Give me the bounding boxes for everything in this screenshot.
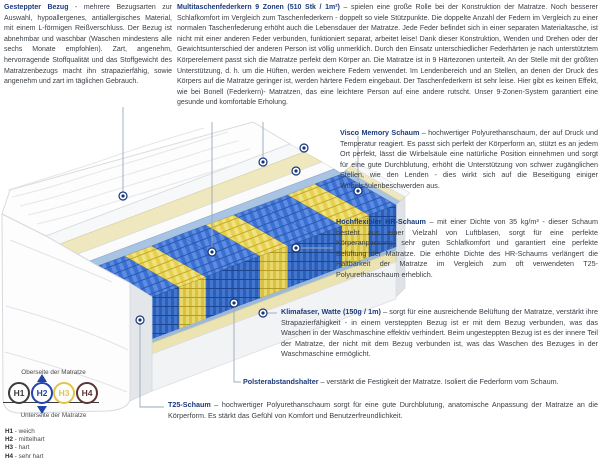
firmness-h2-label: H2 <box>36 388 48 398</box>
section-heading: Klimafaser, Watte (150g / 1m) <box>281 307 381 316</box>
section-heading: Polsterabstandshalter <box>243 377 319 386</box>
section-t25-schaum <box>168 400 598 421</box>
heading-separator: – <box>419 128 429 137</box>
mattress-bottom-side-label: Unterseite der Matratze <box>20 412 87 419</box>
heading-separator: – <box>210 400 222 409</box>
section-body: hochwertiger Polyurethanschaum, der auf Druck und Temperatur reagiert. Es passt sich perfekt der Körperform an, stützt es an jedem Ort perfekt, lässt die Wirbelsäule eine natürliche Position einnehmen und sorgt für eine gute Durchblutung, erhöht die Unterstützung von schwer zugänglichen Stellen, wie den Lenden - dies wirkt sich auf die Beseitigung einiger Wirbelsäulenbeschwerden aus. <box>340 128 598 190</box>
firmness-h3-badge <box>53 382 75 404</box>
firmness-h4-badge <box>76 382 98 404</box>
legend-item-h2: H2 - mittelhart <box>5 436 45 444</box>
heading-separator: - <box>68 4 84 11</box>
section-heading: Multitaschenfederkern 9 Zonen (510 Stk / 1m²) <box>177 4 340 11</box>
section-klimafaser <box>281 307 598 360</box>
section-gesteppter-bezug <box>4 3 172 88</box>
section-heading: T25-Schaum <box>168 400 211 409</box>
heading-separator: – <box>318 377 327 386</box>
section-multitaschenfederkern <box>177 3 598 109</box>
heading-separator: – <box>380 307 390 316</box>
mattress-top-side-label: Oberseite der Matratze <box>21 369 86 376</box>
section-hr-schaum <box>336 217 598 281</box>
heading-separator: – <box>339 4 351 11</box>
section-body: sorgt für eine ausreichende Belüftung der Matratze, verstärkt ihre Strapazierfähigkeit - in einem versteppten Bezug ist er mit dem Bezug verbunden, was das Waschen in der Waschmaschine effektiv verhindert. Beim ungesteppten Bezug ist es der innere Teil der Matratze, der nicht mit dem Bezug verbunden ist, was das Waschen des Bezuges in der Waschmaschine ermöglicht. <box>281 307 598 359</box>
firmness-legend-list <box>5 428 45 459</box>
heading-separator: – <box>425 217 438 226</box>
section-heading: Gesteppter Bezug <box>4 4 69 11</box>
section-body: verstärkt die Festigkeit der Matratze. Isoliert die Federform vom Schaum. <box>326 377 559 386</box>
foam-base-side <box>130 283 152 401</box>
section-heading: Hochflexibler HR-Schaum <box>336 217 426 226</box>
legend-item-h4: H4 - sehr hart <box>5 452 44 459</box>
section-body: mehrere Bezugsarten zur Auswahl, hypoallergenes, antiallergisches Material, mit einem L-förmigen Reißverschluss. Der Bezug ist abnehmbar und waschbar (Waschen mindestens alle sechs Monate empfohlen). Zart, angenehm, hervorragende Stoffqualität und das Stoffgewicht des Matratzenbezugs macht ihn strapazierfähig, sowie angenehm und zart im täglichen Gebrauch. <box>4 4 172 86</box>
firmness-h4-label: H4 <box>81 388 93 398</box>
section-polsterabstandshalter <box>243 377 599 388</box>
section-visco-memory-schaum <box>340 128 598 192</box>
firmness-h2-badge <box>31 382 53 404</box>
firmness-h3-label: H3 <box>58 388 70 398</box>
section-body: hochwertiger Polyurethanschaum sorgt für eine gute Durchblutung, anatomische Anpassung der Matratze an die Körperform. Es stärkt das Gefühl von Komfort und Benutzerfreundlichkeit. <box>168 400 598 420</box>
section-body: mit einer Dichte von 35 kg/m³ - dieser Schaum besteht aus einer Vielzahl von Luftblasen, sorgt für eine perfekte Körperanpassung, sehr guten Schlafkomfort und garantiert eine perfekte Belüftung der Matratze. Die erhöhte Dichte des HR-Schaums verlängert die Haltbarkeit der Matratze im Vergleich zum oft verwendeten T25-Polyurethanschaum erheblich. <box>336 217 598 279</box>
section-heading: Visco Memory Schaum <box>340 128 420 137</box>
section-body: spielen eine große Rolle bei der Konstruktion der Matratze. Noch besserer Schlafkomfort im Vergleich zum Taschenfederkern - doppelt so viele Stützpunkte. Die doppelte Anzahl der Federn im Vergleich zu einer normalen Taschenfederung erhöht auch die Lebensdauer der Matratze. Jede Feder befindet sich in einer separaten Materialtasche, ist nicht mit einer anderen Feder verbunden, funktioniert separat, arbeitet leise! Dank dieser Konstruktion, Wenden und Drehen oder der Gewichtsunterschied der anderen Person ist völlig unmerklich. Durch den Einsatz unterschiedlicher Federhärten je nach unterstütztem Körperelement passt sich die Matratze perfekt dem Körper an. Die Matratze ist in 9 Härtezonen unterteilt. An der Stelle mit der größten Unterstützung, d. h. um die Hüften, werden weichere Federn verwendet. Im Lendenbereich und an Stellen, an denen der Druck des Körpers auf die Matratze geringer ist, werden härtere Federn eingebaut. Der Taschenfederkern ist sehr leise. Hier gibt es keinen Effekt, wie bei Bonell (Federkern)- Matratzen, das eine leichtere Person auf eine andere rutscht. Unser 9-Zonen-System garantiert eine gesunde und komfortable Erholung. <box>177 4 598 107</box>
legend-item-h1: H1 - weich <box>5 428 35 435</box>
legend-item-h3: H3 - hart <box>5 444 30 452</box>
selected-firmness-arrow-up-icon <box>37 374 47 382</box>
firmness-h1-badge <box>8 382 30 404</box>
firmness-h1-label: H1 <box>13 388 25 398</box>
